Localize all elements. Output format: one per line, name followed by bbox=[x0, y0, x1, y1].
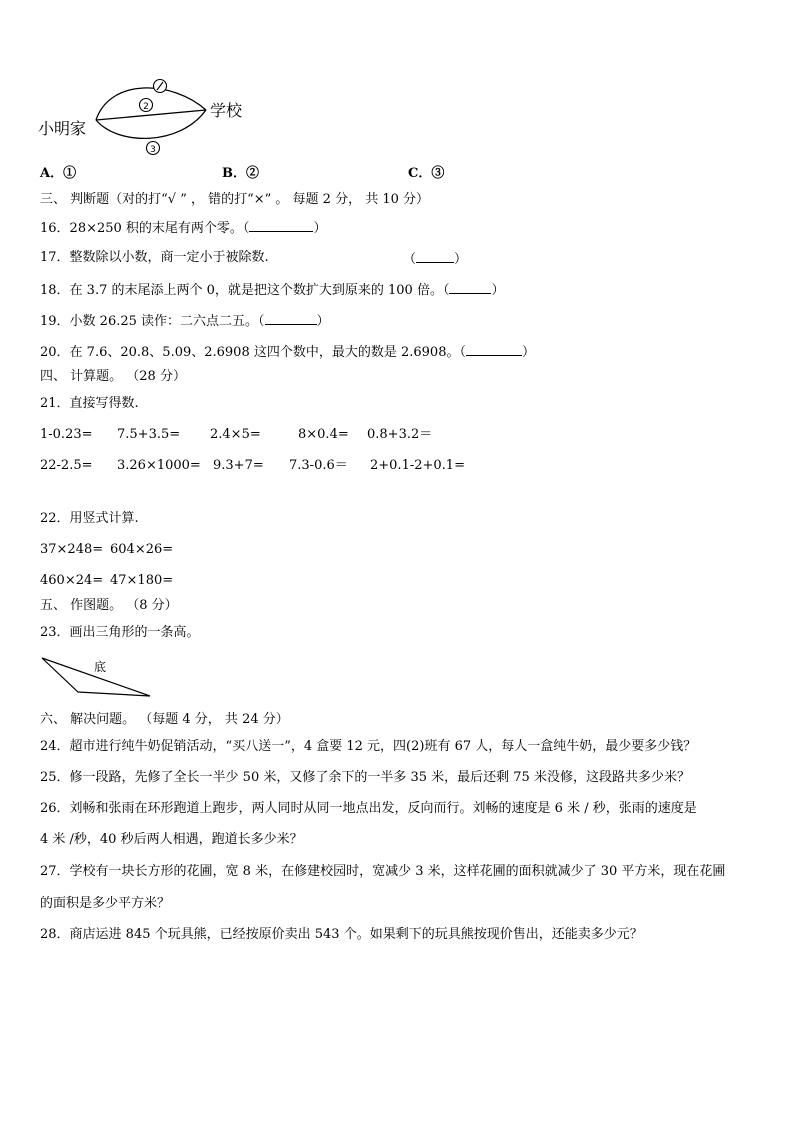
svg-text:2: 2 bbox=[143, 102, 149, 112]
q19-text: 19．小数 26.25 读作：二六点二五。（ bbox=[40, 314, 265, 329]
q16-answer-blank[interactable] bbox=[249, 219, 313, 232]
option-a: A．① bbox=[40, 166, 77, 181]
q19-close: ） bbox=[316, 314, 330, 329]
q18-close: ） bbox=[491, 283, 505, 298]
q25: 25．修一段路，先修了全长一半少 50 米，又修了余下的一半多 35 米，最后还剩 75 米没修，这段路共多少米？ bbox=[40, 770, 690, 785]
calc-1-2: 7.5+3.5= bbox=[117, 427, 181, 442]
q20-text: 20．在 7.6、20.8、5.09、2.6908 这四个数中，最大的数是 2.6908。（ bbox=[40, 345, 466, 360]
q28: 28．商店运进 845 个玩具熊，已经按原价卖出 543 个。如果剩下的玩具熊按现价售出，还能卖多少元？ bbox=[40, 927, 643, 942]
option-c: C．③ bbox=[408, 166, 445, 181]
q18-text: 18．在 3.7 的末尾添上两个 0，就是把这个数扩大到原来的 100 倍。（ bbox=[40, 283, 450, 298]
q17-answer bbox=[403, 250, 467, 268]
q17-text: 17．整数除以小数，商一定小于被除数. bbox=[40, 250, 269, 265]
calc-2-3: 9.3+7= bbox=[213, 458, 264, 473]
section6-title: 六、 解决问题。 （每题 4 分， 共 24 分） bbox=[40, 712, 289, 727]
vertical-calc-2-1: 460×24= bbox=[40, 573, 104, 588]
q17-answer-blank[interactable] bbox=[416, 250, 454, 263]
calc-2-1: 22-2.5= bbox=[40, 458, 93, 473]
q16-close: ） bbox=[313, 221, 327, 236]
q21: 21．直接写得数. bbox=[40, 396, 139, 411]
school-label: 学校 bbox=[210, 101, 243, 120]
triangle-base-label: 底 bbox=[94, 660, 107, 674]
svg-text:3: 3 bbox=[150, 145, 156, 155]
q20-answer-blank[interactable] bbox=[466, 343, 522, 356]
q20-close: ） bbox=[521, 345, 535, 360]
q18 bbox=[40, 281, 504, 299]
q27-line2: 的面积是多少平方米？ bbox=[40, 896, 171, 911]
calc-2-2: 3.26×1000= bbox=[117, 458, 201, 473]
q27-line1: 27．学校有一块长方形的花圃，宽 8 米，在修建校园时，宽减少 3 米，这样花圃的面积就减少了 30 平方米，现在花圃 bbox=[40, 864, 726, 879]
q26-line2: 4 米 /秒，40 秒后两人相遇，跑道长多少米？ bbox=[40, 832, 303, 847]
route-figure bbox=[0, 0, 794, 170]
calc-1-3: 2.4×5= bbox=[210, 427, 261, 442]
vertical-calc-2-2: 47×180= bbox=[110, 573, 174, 588]
q19-answer-blank[interactable] bbox=[265, 312, 317, 325]
q19 bbox=[40, 312, 330, 330]
section3-title: 三、 判断题（对的打“√ ” ， 错的打“×” 。 每题 2 分， 共 10 分） bbox=[40, 192, 430, 207]
section4-title: 四、 计算题。 （28 分） bbox=[40, 369, 186, 384]
calc-2-4: 7.3-0.6＝ bbox=[289, 458, 348, 473]
option-b: B．② bbox=[222, 166, 259, 181]
q17-close: ） bbox=[454, 252, 468, 267]
calc-1-1: 1-0.23= bbox=[40, 427, 93, 442]
q22: 22．用竖式计算. bbox=[40, 511, 139, 526]
vertical-calc-1-2: 604×26= bbox=[110, 542, 174, 557]
lower-route-curve bbox=[96, 110, 206, 138]
q26-line1: 26．刘畅和张雨在环形跑道上跑步，两人同时从同一地点出发，反向而行。刘畅的速度是 6 米 / 秒，张雨的速度是 bbox=[40, 801, 697, 816]
q16-text: 16．28×250 积的末尾有两个零。（ bbox=[40, 221, 250, 236]
q24: 24．超市进行纯牛奶促销活动，“买八送一”，4 盒要 12 元，四(2)班有 67 人，每人一盒纯牛奶，最少要多少钱？ bbox=[40, 739, 697, 754]
section5-title: 五、 作图题。 （8 分） bbox=[40, 598, 178, 613]
q17-open: （ bbox=[403, 252, 417, 267]
calc-1-4: 8×0.4= bbox=[298, 427, 349, 442]
q20 bbox=[40, 343, 535, 361]
straight-route-line bbox=[96, 110, 206, 120]
vertical-calc-1-1: 37×248= bbox=[40, 542, 104, 557]
q18-answer-blank[interactable] bbox=[449, 281, 491, 294]
q16 bbox=[40, 219, 326, 237]
q23: 23．画出三角形的一条高。 bbox=[40, 625, 200, 640]
calc-2-5: 2+0.1-2+0.1= bbox=[370, 458, 465, 473]
home-label: 小明家 bbox=[38, 119, 87, 138]
calc-1-5: 0.8+3.2＝ bbox=[367, 427, 433, 442]
